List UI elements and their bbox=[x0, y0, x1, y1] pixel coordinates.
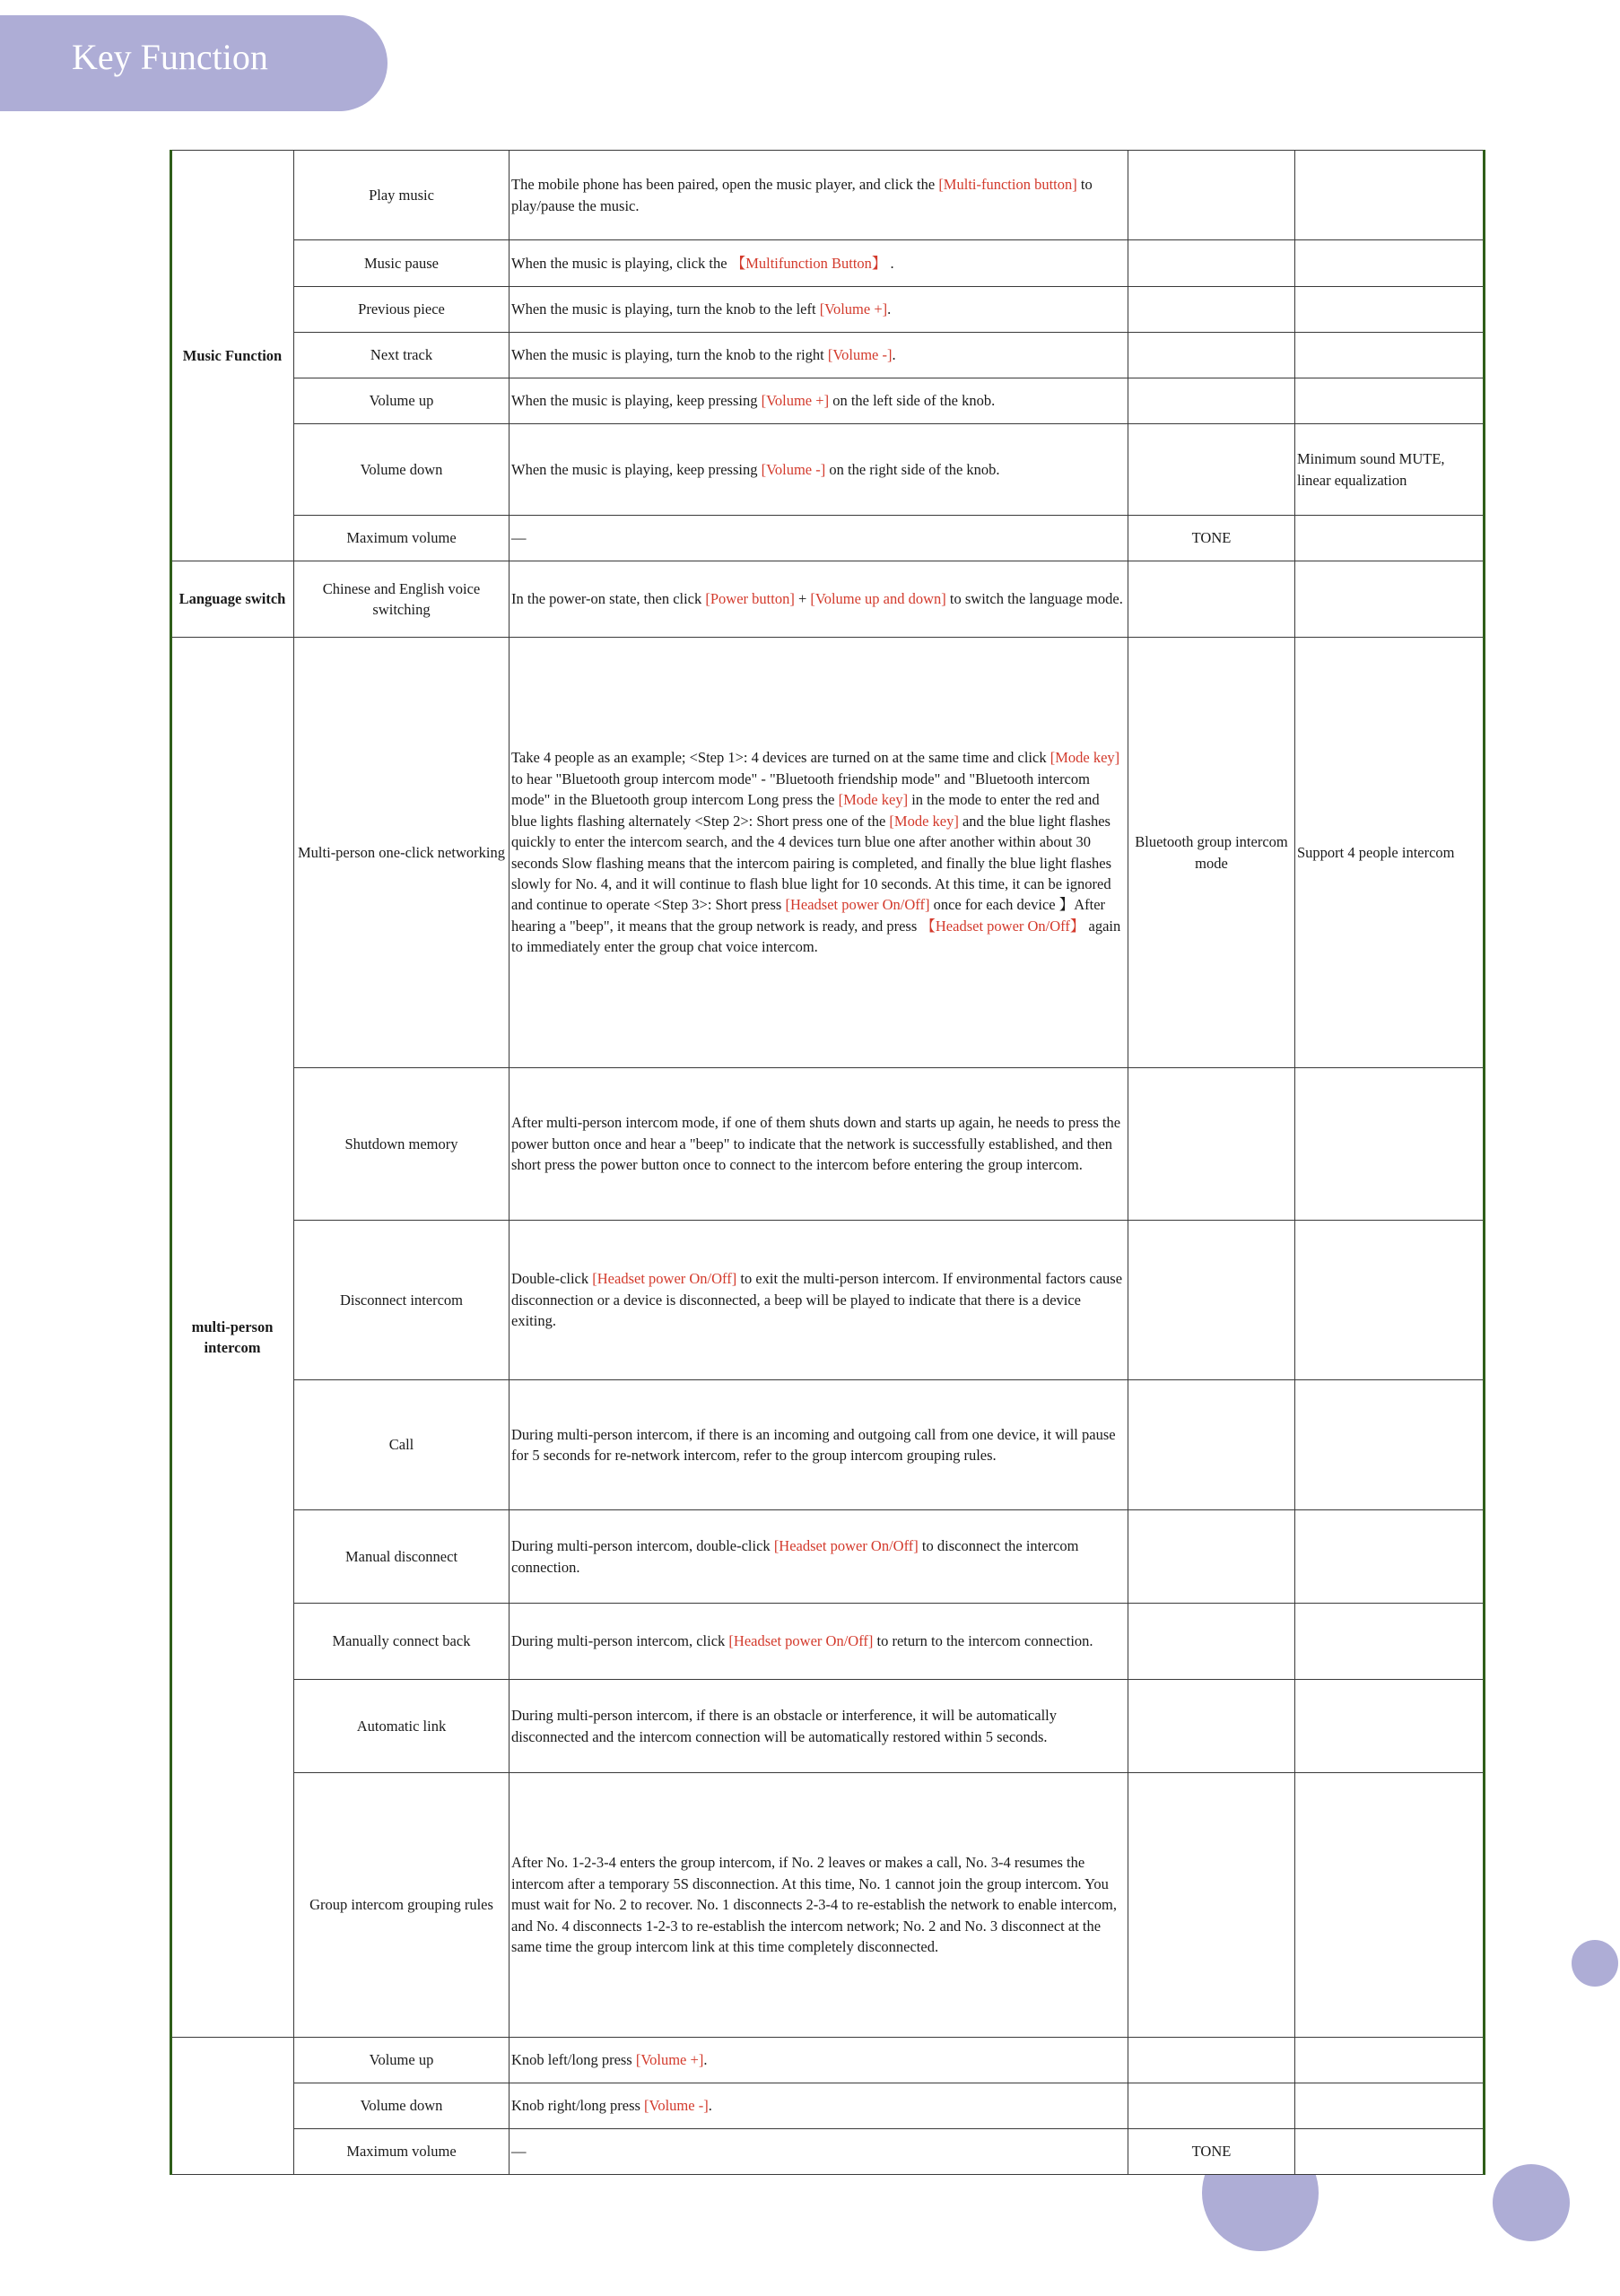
function-name-cell: Group intercom grouping rules bbox=[294, 1773, 510, 2038]
function-name-cell: Music pause bbox=[294, 240, 510, 287]
operation-description-cell bbox=[510, 1604, 1128, 1680]
description-text: on the left side of the knob. bbox=[829, 392, 996, 410]
note-cell: Minimum sound MUTE, linear equalization bbox=[1295, 424, 1485, 516]
operation-description-cell bbox=[510, 151, 1128, 240]
note-cell bbox=[1295, 2129, 1485, 2175]
table-row bbox=[171, 378, 1485, 424]
operation-description-cell bbox=[510, 561, 1128, 638]
operation-description-cell bbox=[510, 2083, 1128, 2129]
key-reference: [Mode key] bbox=[1050, 749, 1120, 767]
mode-cell bbox=[1128, 561, 1295, 638]
description-text: to disconnect the intercom connection. bbox=[511, 1537, 1079, 1576]
key-reference: [Volume up and down] bbox=[810, 590, 946, 608]
key-reference: [Volume -] bbox=[761, 460, 826, 478]
description-text: After multi-person intercom mode, if one of them shuts down and starts up again, he needs to press the power button once and hear a "beep" to indicate that the network is successfully established, and then short press the power button once to connect to the intercom before entering the group intercom. bbox=[511, 1114, 1121, 1174]
note-cell: Support 4 people intercom bbox=[1295, 638, 1485, 1068]
decorative-circle-right bbox=[1572, 1940, 1618, 1987]
table-row bbox=[171, 287, 1485, 333]
mode-cell bbox=[1128, 333, 1295, 378]
operation-description-cell bbox=[510, 2129, 1128, 2175]
table-row bbox=[171, 2083, 1485, 2129]
function-name-cell: Volume down bbox=[294, 2083, 510, 2129]
operation-description-cell bbox=[510, 1510, 1128, 1604]
function-name-cell: Play music bbox=[294, 151, 510, 240]
table-row bbox=[171, 2038, 1485, 2083]
mode-cell bbox=[1128, 1773, 1295, 2038]
note-cell bbox=[1295, 1773, 1485, 2038]
key-reference: [Volume +] bbox=[635, 2051, 704, 2069]
operation-description-cell bbox=[510, 287, 1128, 333]
operation-description-cell bbox=[510, 1380, 1128, 1510]
mode-cell bbox=[1128, 240, 1295, 287]
key-reference: [Headset power On/Off] bbox=[728, 1632, 874, 1650]
operation-description-cell bbox=[510, 1221, 1128, 1380]
page-title: Key Function bbox=[72, 37, 268, 77]
description-text: When the music is playing, turn the knob to the right bbox=[511, 346, 828, 364]
description-text: — bbox=[511, 529, 527, 547]
note-cell bbox=[1295, 333, 1485, 378]
description-text: . bbox=[892, 346, 896, 364]
description-text: to exit the multi-person intercom. If environmental factors cause disconnection or a device is disconnected, a beep will be played to indicate that there is a device exiting. bbox=[511, 1270, 1123, 1330]
section-category-cell: Music Function bbox=[171, 151, 294, 561]
mode-cell bbox=[1128, 1510, 1295, 1604]
key-reference: [Mode key] bbox=[889, 812, 959, 830]
table-outer-border-left bbox=[170, 150, 172, 2175]
mode-cell bbox=[1128, 2083, 1295, 2129]
note-cell bbox=[1295, 516, 1485, 561]
table-row bbox=[171, 1773, 1485, 2038]
note-cell bbox=[1295, 1680, 1485, 1773]
operation-description-cell bbox=[510, 1773, 1128, 2038]
function-name-cell: Disconnect intercom bbox=[294, 1221, 510, 1380]
description-text: . bbox=[708, 2097, 712, 2115]
key-reference: [Power button] bbox=[705, 590, 795, 608]
description-text: When the music is playing, turn the knob to the left bbox=[511, 300, 820, 318]
note-cell bbox=[1295, 1221, 1485, 1380]
note-cell bbox=[1295, 1604, 1485, 1680]
key-reference: [Headset power On/Off] bbox=[785, 896, 930, 914]
mode-cell bbox=[1128, 1680, 1295, 1773]
description-text: and the blue light flashes quickly to enter the intercom search, and the 4 devices turn blue one after another within about 30 seconds Slow flashing means that the intercom pairing is completed, and finally the blue light flashes slowly for No. 4, and it will continue to flash blue light for 10 seconds. At this time, it can be ignored and continue to operate <Step 3>: Short press bbox=[511, 812, 1112, 914]
description-text: Double-click bbox=[511, 1270, 593, 1288]
description-text: to return to the intercom connection. bbox=[873, 1632, 1093, 1650]
table-row bbox=[171, 333, 1485, 378]
table-row bbox=[171, 240, 1485, 287]
description-text: When the music is playing, keep pressing bbox=[511, 392, 762, 410]
mode-cell bbox=[1128, 1604, 1295, 1680]
table-row bbox=[171, 151, 1485, 240]
mode-cell: TONE bbox=[1128, 2129, 1295, 2175]
table-row bbox=[171, 561, 1485, 638]
mode-cell: Bluetooth group intercom mode bbox=[1128, 638, 1295, 1068]
function-name-cell: Volume down bbox=[294, 424, 510, 516]
mode-cell bbox=[1128, 2038, 1295, 2083]
table-row bbox=[171, 2129, 1485, 2175]
key-reference: [Mode key] bbox=[838, 791, 909, 809]
function-name-cell: Maximum volume bbox=[294, 516, 510, 561]
table-row bbox=[171, 1068, 1485, 1221]
description-text: . bbox=[703, 2051, 708, 2069]
section-category-cell: multi-person intercom bbox=[171, 638, 294, 2038]
description-text: . bbox=[887, 300, 892, 318]
note-cell bbox=[1295, 287, 1485, 333]
description-text: in the mode to enter the red and blue lights flashing alternately <Step 2>: Short press one of the bbox=[511, 791, 1100, 830]
operation-description-cell bbox=[510, 516, 1128, 561]
key-reference: 【Multifunction Button】 bbox=[730, 254, 887, 272]
key-reference: [Volume +] bbox=[819, 300, 888, 318]
note-cell bbox=[1295, 240, 1485, 287]
mode-cell: TONE bbox=[1128, 516, 1295, 561]
mode-cell bbox=[1128, 424, 1295, 516]
key-function-table bbox=[170, 150, 1485, 2175]
table-row bbox=[171, 638, 1485, 1068]
note-cell bbox=[1295, 2083, 1485, 2129]
description-text: When the music is playing, keep pressing bbox=[511, 460, 762, 478]
function-name-cell: Multi-person one-click networking bbox=[294, 638, 510, 1068]
mode-cell bbox=[1128, 151, 1295, 240]
section-category-cell: Language switch bbox=[171, 561, 294, 638]
description-text: During multi-person intercom, if there is an incoming and outgoing call from one device, it will pause for 5 seconds for re-network intercom, refer to the group intercom grouping rules. bbox=[511, 1425, 1116, 1464]
operation-description-cell bbox=[510, 1680, 1128, 1773]
description-text: During multi-person intercom, double-click bbox=[511, 1537, 774, 1555]
operation-description-cell bbox=[510, 2038, 1128, 2083]
note-cell bbox=[1295, 1380, 1485, 1510]
operation-description-cell bbox=[510, 638, 1128, 1068]
description-text: again to immediately enter the group chat voice intercom. bbox=[511, 917, 1121, 956]
function-name-cell: Volume up bbox=[294, 2038, 510, 2083]
note-cell bbox=[1295, 1510, 1485, 1604]
description-text: During multi-person intercom, if there is an obstacle or interference, it will be automatically disconnected and the intercom connection will be automatically restored within 5 seconds. bbox=[511, 1707, 1058, 1745]
operation-description-cell bbox=[510, 424, 1128, 516]
description-text: Knob right/long press bbox=[511, 2097, 645, 2115]
function-name-cell: Automatic link bbox=[294, 1680, 510, 1773]
table-row bbox=[171, 424, 1485, 516]
operation-description-cell bbox=[510, 378, 1128, 424]
function-name-cell: Chinese and English voice switching bbox=[294, 561, 510, 638]
description-text: Take 4 people as an example; <Step 1>: 4 devices are turned on at the same time and click bbox=[511, 749, 1050, 767]
function-name-cell: Next track bbox=[294, 333, 510, 378]
mode-cell bbox=[1128, 378, 1295, 424]
key-reference: [Volume -] bbox=[644, 2097, 709, 2115]
table-row bbox=[171, 516, 1485, 561]
mode-cell bbox=[1128, 1221, 1295, 1380]
description-text: Knob left/long press bbox=[511, 2051, 636, 2069]
function-name-cell: Previous piece bbox=[294, 287, 510, 333]
description-text: After No. 1-2-3-4 enters the group intercom, if No. 2 leaves or makes a call, No. 3-4 resumes the intercom after a temporary 5S disconnection. At this time, No. 1 cannot join the group intercom. You must wait for No. 2 to recover. No. 1 disconnects 2-3-4 to re-establish the network to enable intercom, and No. 4 disconnects 1-2-3 to re-establish the intercom network; No. 2 and No. 3 disconnect at the same time the group intercom link at this time completely disconnected. bbox=[511, 1854, 1117, 1956]
function-name-cell: Manually connect back bbox=[294, 1604, 510, 1680]
mode-cell bbox=[1128, 1068, 1295, 1221]
description-text: on the right side of the knob. bbox=[825, 460, 1000, 478]
function-name-cell: Manual disconnect bbox=[294, 1510, 510, 1604]
description-text: — bbox=[511, 2143, 527, 2161]
note-cell bbox=[1295, 561, 1485, 638]
function-name-cell: Volume up bbox=[294, 378, 510, 424]
table-outer-border-right bbox=[1483, 150, 1485, 2175]
key-reference: [Volume -] bbox=[827, 346, 893, 364]
description-text: During multi-person intercom, click bbox=[511, 1632, 729, 1650]
key-reference: [Multi-function button] bbox=[938, 176, 1077, 194]
description-text: to play/pause the music. bbox=[511, 176, 1093, 214]
table-row bbox=[171, 1380, 1485, 1510]
description-text: . bbox=[886, 254, 894, 272]
description-text: to switch the language mode. bbox=[945, 590, 1123, 608]
note-cell bbox=[1295, 151, 1485, 240]
key-reference: [Volume +] bbox=[761, 392, 830, 410]
description-text: The mobile phone has been paired, open the music player, and click the bbox=[511, 176, 939, 194]
operation-description-cell bbox=[510, 1068, 1128, 1221]
function-name-cell: Shutdown memory bbox=[294, 1068, 510, 1221]
table-row bbox=[171, 1680, 1485, 1773]
note-cell bbox=[1295, 2038, 1485, 2083]
description-text: + bbox=[794, 590, 811, 608]
operation-description-cell bbox=[510, 240, 1128, 287]
mode-cell bbox=[1128, 1380, 1295, 1510]
description-text: In the power-on state, then click bbox=[511, 590, 706, 608]
function-name-cell: Maximum volume bbox=[294, 2129, 510, 2175]
section-category-cell bbox=[171, 2038, 294, 2175]
note-cell bbox=[1295, 378, 1485, 424]
mode-cell bbox=[1128, 287, 1295, 333]
description-text: once for each device 】After hearing a "beep", it means that the group network is ready, and press bbox=[511, 896, 1106, 935]
table-row bbox=[171, 1510, 1485, 1604]
description-text: When the music is playing, click the bbox=[511, 254, 731, 272]
decorative-circle-bottom bbox=[1493, 2164, 1570, 2241]
description-text: to hear "Bluetooth group intercom mode" - "Bluetooth friendship mode" and "Bluetooth intercom mode" in the Bluetooth group intercom Long press the bbox=[511, 770, 1090, 809]
note-cell bbox=[1295, 1068, 1485, 1221]
key-reference: [Headset power On/Off] bbox=[592, 1270, 737, 1288]
key-reference: 【Headset power On/Off】 bbox=[920, 917, 1085, 935]
function-name-cell: Call bbox=[294, 1380, 510, 1510]
operation-description-cell bbox=[510, 333, 1128, 378]
key-reference: [Headset power On/Off] bbox=[773, 1537, 919, 1555]
table-row bbox=[171, 1604, 1485, 1680]
table-row bbox=[171, 1221, 1485, 1380]
